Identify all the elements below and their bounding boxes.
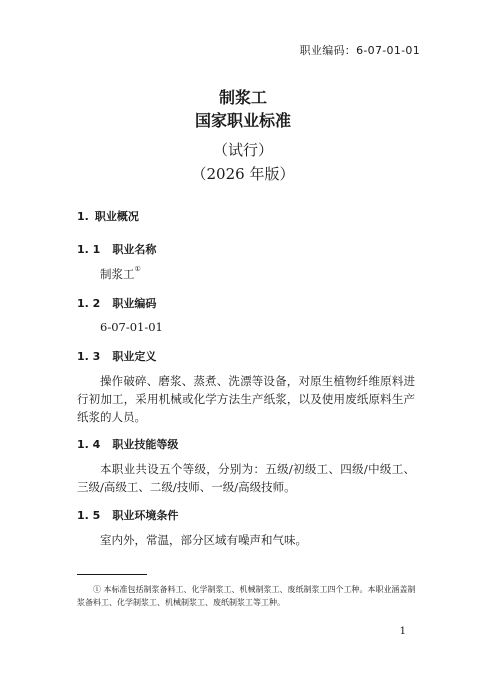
footnote-divider [77,574,147,575]
document-subtitle [0,140,486,188]
title-standard-name: 国家职业标准 [194,111,291,130]
title-occupation-name: 制浆工 [218,88,267,107]
section-number: 1. 5 [77,509,101,522]
section-heading-1-5 [77,507,178,523]
section-heading-1-1 [77,241,156,257]
section-title: 职业环境条件 [112,509,179,522]
footnote-marker: ① [134,265,141,273]
work-environment-text: 室内外，常温，部分区域有噪声和气味。 [100,533,307,547]
skill-levels-text: 本职业共设五个等级，分别为：五级/初级工、四级/中级工、三级/高级工、二级/技师、一级/高级技师。 [77,462,415,494]
occupation-name-value [100,266,141,282]
footnote-text: ① 本标准包括制浆备料工、化学制浆工、机械制浆工、废纸制浆工四个工种。本职业涵盖制浆备料工、化学制浆工、机械制浆工、废纸制浆工等工种。 [77,585,416,607]
section-title: 职业名称 [112,243,157,256]
section-number: 1. 4 [77,438,101,451]
occupation-name-text: 制浆工 [100,267,135,281]
section-number: 1. 2 [77,297,101,310]
section-number: 1. 3 [77,350,101,363]
occupation-code-value: 6-07-01-01 [100,320,163,334]
section-heading-1-4 [77,436,178,452]
subtitle-edition: （2026 年版） [191,165,295,183]
section-title: 职业概况 [94,210,139,223]
page-number: 1 [399,626,406,637]
section-title: 职业编码 [112,297,157,310]
occupation-definition-text: 操作破碎、磨浆、蒸煮、洗漂等设备，对原生植物纤维原料进行初加工，采用机械或化学方法生产纸浆，以及使用废纸原料生产纸浆的人员。 [77,374,415,424]
section-title: 职业定义 [112,350,157,363]
section-heading-1-2 [77,295,156,311]
section-heading-1 [77,208,139,224]
subtitle-trial: （试行） [212,141,273,159]
section-number: 1. 1 [77,243,101,256]
section-number: 1. [77,210,89,223]
occupation-code-header: 职业编码：6-07-01-01 [299,44,420,57]
section-title: 职业技能等级 [112,438,179,451]
section-heading-1-3 [77,348,156,364]
document-title [0,88,486,134]
